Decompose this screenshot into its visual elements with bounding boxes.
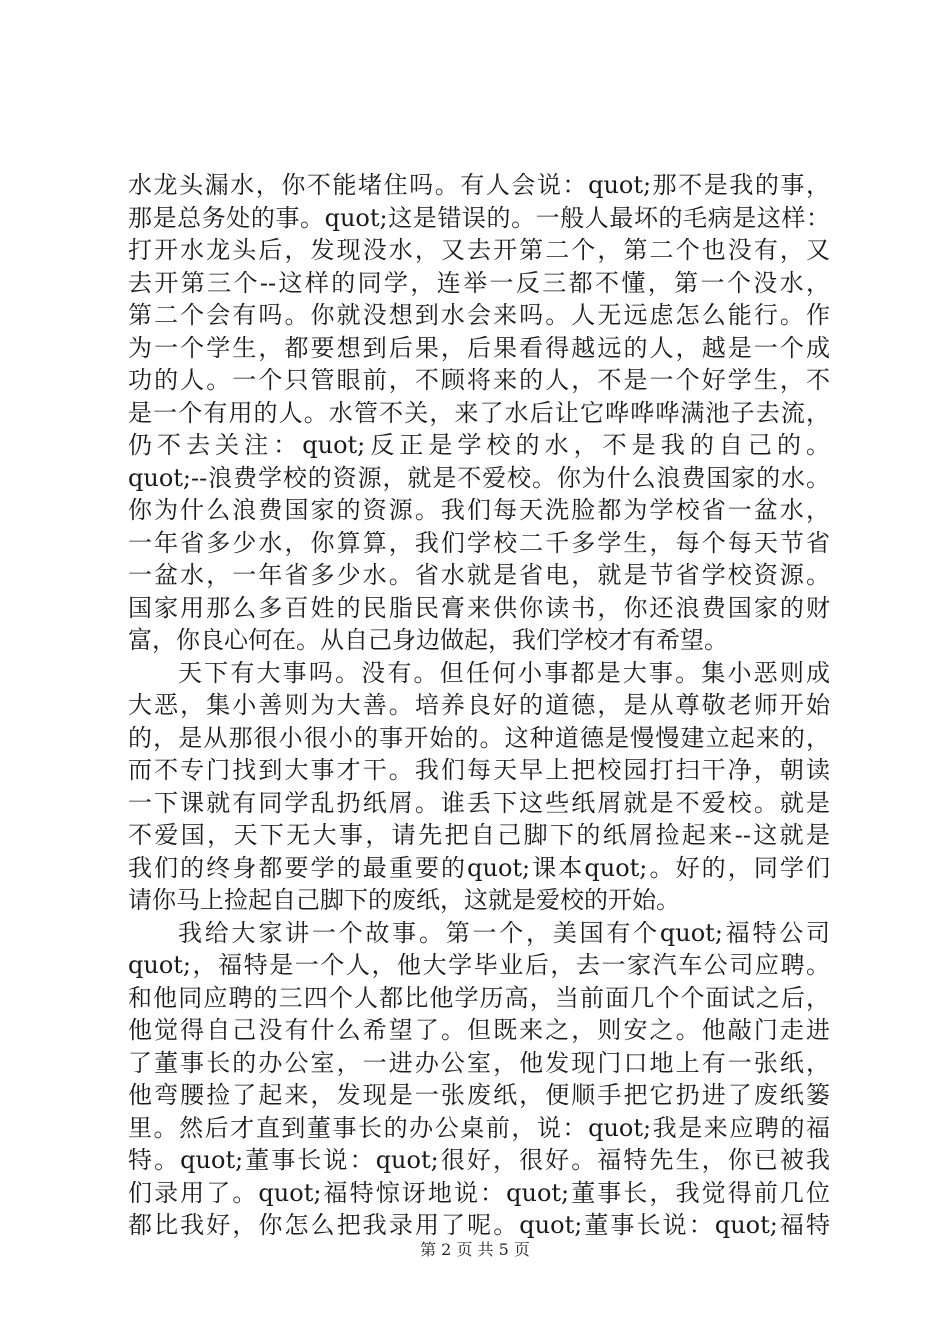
text-line: 水龙头漏水，你不能堵住吗。有人会说：quot;那不是我的事， — [128, 171, 830, 199]
text-line: 大恶，集小善则为大善。培养良好的道德，是从尊敬老师开始 — [128, 691, 830, 719]
document-body — [128, 169, 830, 1242]
text-line: 了董事长的办公室，一进办公室，他发现门口地上有一张纸， — [128, 1048, 830, 1077]
text-line: 仍不去关注：quot;反正是学校的水，不是我的自己的。 — [128, 431, 830, 459]
text-line: 一盆水，一年省多少水。省水就是省电，就是节省学校资源。 — [128, 561, 830, 589]
text-line: quot;--浪费学校的资源，就是不爱校。你为什么浪费国家的水。 — [128, 463, 830, 492]
text-line: 打开水龙头后，发现没水，又去开第二个，第二个也没有，又 — [128, 236, 830, 264]
text-line: 富，你良心何在。从自己身边做起，我们学校才有希望。 — [128, 626, 728, 654]
text-line: 去开第三个--这样的同学，连举一反三都不懂，第一个没水， — [128, 268, 830, 297]
text-line: 里。然后才直到董事长的办公桌前，说：quot;我是来应聘的福 — [128, 1113, 830, 1142]
text-line: 天下有大事吗。没有。但任何小事都是大事。集小恶则成 — [178, 658, 830, 687]
text-line: 他弯腰捡了起来，发现是一张废纸，便顺手把它扔进了废纸篓 — [128, 1081, 830, 1109]
text-line: 请你马上捡起自己脚下的废纸，这就是爱校的开始。 — [128, 886, 680, 914]
text-line: 都比我好，你怎么把我录用了呢。quot;董事长说：quot;福特 — [128, 1211, 830, 1239]
text-line: 国家用那么多百姓的民脂民膏来供你读书，你还浪费国家的财 — [128, 593, 830, 622]
text-line: 他觉得自己没有什么希望了。但既来之，则安之。他敲门走进 — [128, 1016, 830, 1044]
text-line: 的，是从那很小很小的事开始的。这种道德是慢慢建立起来的， — [128, 723, 830, 752]
text-line: 功的人。一个只管眼前，不顾将来的人，不是一个好学生，不 — [128, 366, 830, 394]
text-line: 特。quot;董事长说：quot;很好，很好。福特先生，你已被我 — [128, 1146, 830, 1174]
text-line: 和他同应聘的三四个人都比他学历高，当前面几个个面试之后， — [128, 983, 830, 1012]
text-line: 为一个学生，都要想到后果，后果看得越远的人，越是一个成 — [128, 333, 830, 362]
text-line: 你为什么浪费国家的资源。我们每天洗脸都为学校省一盆水， — [128, 496, 830, 524]
text-line: 我给大家讲一个故事。第一个，美国有个quot;福特公司 — [178, 918, 830, 947]
text-line: 一下课就有同学乱扔纸屑。谁丢下这些纸屑就是不爱校。就是 — [128, 788, 830, 817]
text-line: 一年省多少水，你算算，我们学校二千多学生，每个每天节省 — [128, 528, 830, 557]
text-line: 是一个有用的人。水管不关，来了水后让它哗哗哗满池子去流， — [128, 398, 830, 427]
text-line: 不爱国，天下无大事，请先把自己脚下的纸屑捡起来--这就是 — [128, 821, 830, 849]
page-footer: 第 2 页 共 5 页 — [420, 1240, 530, 1259]
text-line: 们录用了。quot;福特惊讶地说：quot;董事长，我觉得前几位 — [128, 1178, 830, 1207]
text-line: quot;，福特是一个人，他大学毕业后，去一家汽车公司应聘。 — [128, 951, 830, 979]
text-line: 那是总务处的事。quot;这是错误的。一般人最坏的毛病是这样： — [128, 203, 830, 232]
text-line: 我们的终身都要学的最重要的quot;课本quot;。好的，同学们 — [128, 853, 830, 882]
text-line: 第二个会有吗。你就没想到水会来吗。人无远虑怎么能行。作 — [128, 301, 830, 329]
text-line: 而不专门找到大事才干。我们每天早上把校园打扫干净，朝读 — [128, 756, 830, 784]
